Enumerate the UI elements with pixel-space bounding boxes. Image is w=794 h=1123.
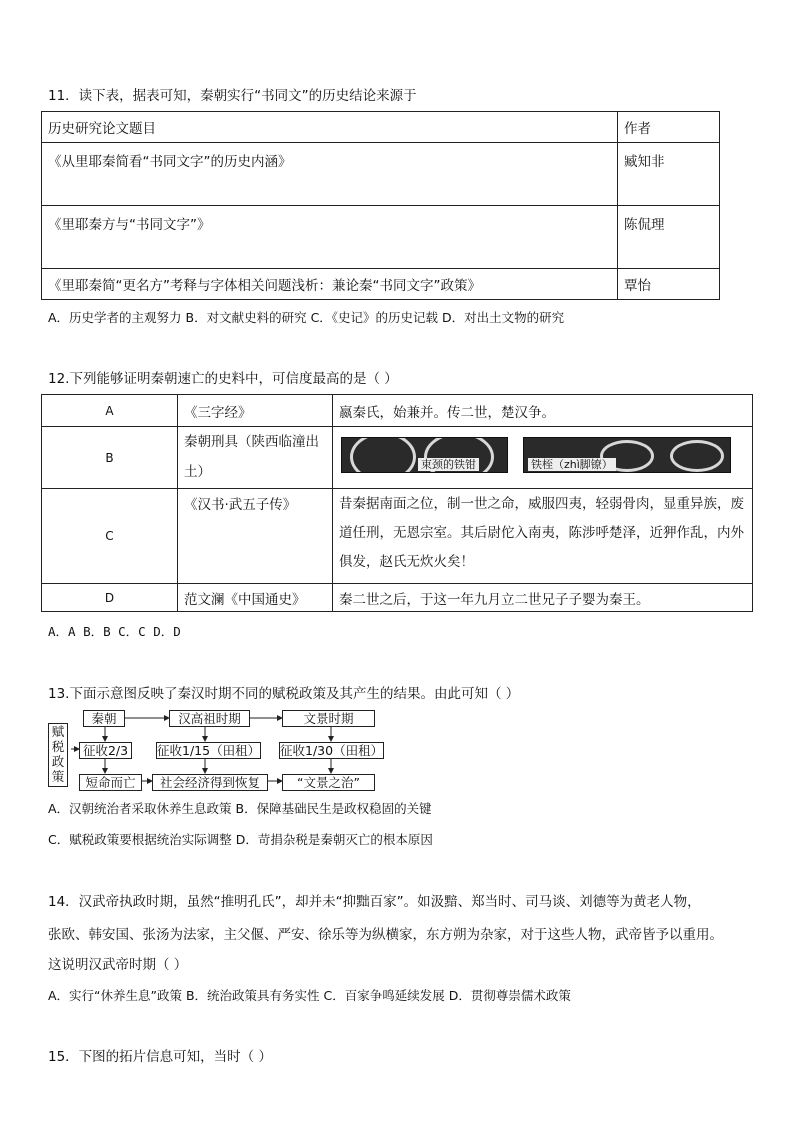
photo-caption: 束颈的铁钳 [418, 458, 479, 471]
diagram-result-gaozu: 社会经济得到恢复 [152, 774, 268, 791]
tax-policy-diagram [48, 709, 388, 797]
option-letter: D [42, 584, 178, 612]
q13-option-line-2: C．赋税政策要根据统治实际调整 D．苛捐杂税是秦朝灭亡的根本原因 [48, 832, 433, 847]
diagram-result-qin: 短命而亡 [79, 774, 142, 791]
option-letter: B [42, 427, 178, 489]
content-cell: 秦二世之后，于这一年九月立二世兄子子婴为秦王。 [333, 584, 753, 612]
header-cell: 历史研究论文题目 [42, 112, 618, 143]
collar-ring [350, 437, 416, 473]
diagram-tax-qin: 征收2/3 [79, 742, 132, 759]
table-cell: 覃怡 [618, 269, 720, 300]
source-cell: 秦朝刑具（陕西临潼出土） [178, 427, 333, 489]
option-letter: A [42, 395, 178, 427]
q12-stem: 12.下列能够证明秦朝速亡的史料中，可信度最高的是（ ） [48, 371, 398, 387]
table-cell: 臧知非 [618, 143, 720, 206]
diagram-node-qin: 秦朝 [83, 710, 125, 727]
q14-line-3: 这说明汉武帝时期（ ） [48, 957, 188, 973]
diagram-tax-gaozu: 征收1/15（田租） [157, 743, 261, 758]
iron-shackle-photo [523, 437, 731, 473]
diagram-tax-wenjing: 征收1/30（田租） [280, 743, 384, 758]
q13-option-line-1: A．汉朝统治者采取休养生息政策 B．保障基础民生是政权稳固的关键 [48, 801, 432, 816]
shackle-ring [670, 440, 724, 472]
table-row [42, 269, 720, 300]
source-cell: 《三字经》 [178, 395, 333, 427]
q13-stem: 13.下面示意图反映了秦汉时期不同的赋税政策及其产生的结果。由此可知（ ） [48, 686, 520, 702]
photo-caption: 铁桎（zhì脚镣） [528, 458, 616, 471]
diagram-node-gaozu: 汉高祖时期 [169, 710, 250, 727]
content-cell: 昔秦据南面之位，制一世之命，威服四夷，轻弱骨肉，显重异族，废道任刑，无恩宗室。其后尉佗入南夷，陈涉呼楚泽，近狎作乱，内外俱发，赵氏无炊火矣！ [333, 489, 753, 584]
diagram-result-wenjing: “文景之治” [282, 774, 375, 791]
q11-stem: 11．读下表，据表可知，秦朝实行“书同文”的历史结论来源于 [48, 88, 417, 104]
source-cell: 范文澜《中国通史》 [178, 584, 333, 612]
q12-table [41, 394, 753, 612]
table-row [42, 395, 753, 427]
table-cell: 《里耶秦简“更名方”考释与字体相关问题浅析：兼论秦“书同文字”政策》 [42, 269, 618, 300]
table-header-row [42, 112, 720, 143]
q11-options: A．历史学者的主观努力 B．对文献史料的研究 C．《史记》的历史记载 D．对出土文物的研究 [48, 310, 565, 325]
table-cell: 《里耶秦方与“书同文字”》 [42, 206, 618, 269]
q15-stem: 15．下图的拓片信息可知，当时（ ） [48, 1049, 272, 1065]
header-cell: 作者 [618, 112, 720, 143]
diagram-side-label: 赋税政策 [48, 723, 68, 787]
table-row [42, 427, 753, 489]
table-row [42, 143, 720, 206]
table-row [42, 489, 753, 584]
table-cell: 《从里耶秦简看“书同文字”的历史内涵》 [42, 143, 618, 206]
table-cell: 陈侃理 [618, 206, 720, 269]
iron-collar-photo [341, 437, 508, 473]
photo-cell [333, 427, 753, 489]
q14-line-1: 14．汉武帝执政时期，虽然“推明孔氏”，却并未“抑黜百家”。如汲黯、郑当时、司马谈、刘德等为黄老人物， [48, 894, 701, 910]
q12-options: A．A B．B C．C D．D [48, 624, 181, 639]
q11-table [41, 111, 720, 300]
diagram-node-wenjing: 文景时期 [282, 710, 375, 727]
q14-line-2: 张欧、韩安国、张汤为法家，主父偃、严安、徐乐等为纵横家，东方朔为杂家，对于这些人物，武帝皆予以重用。 [48, 927, 723, 943]
table-row [42, 206, 720, 269]
content-cell: 嬴秦氏，始兼并。传二世，楚汉争。 [333, 395, 753, 427]
source-cell: 《汉书·武五子传》 [178, 489, 333, 584]
option-letter: C [42, 489, 178, 584]
table-row [42, 584, 753, 612]
q14-options: A．实行“休养生息”政策 B．统治政策具有务实性 C．百家争鸣延续发展 D．贯彻尊崇儒术政策 [48, 988, 571, 1003]
